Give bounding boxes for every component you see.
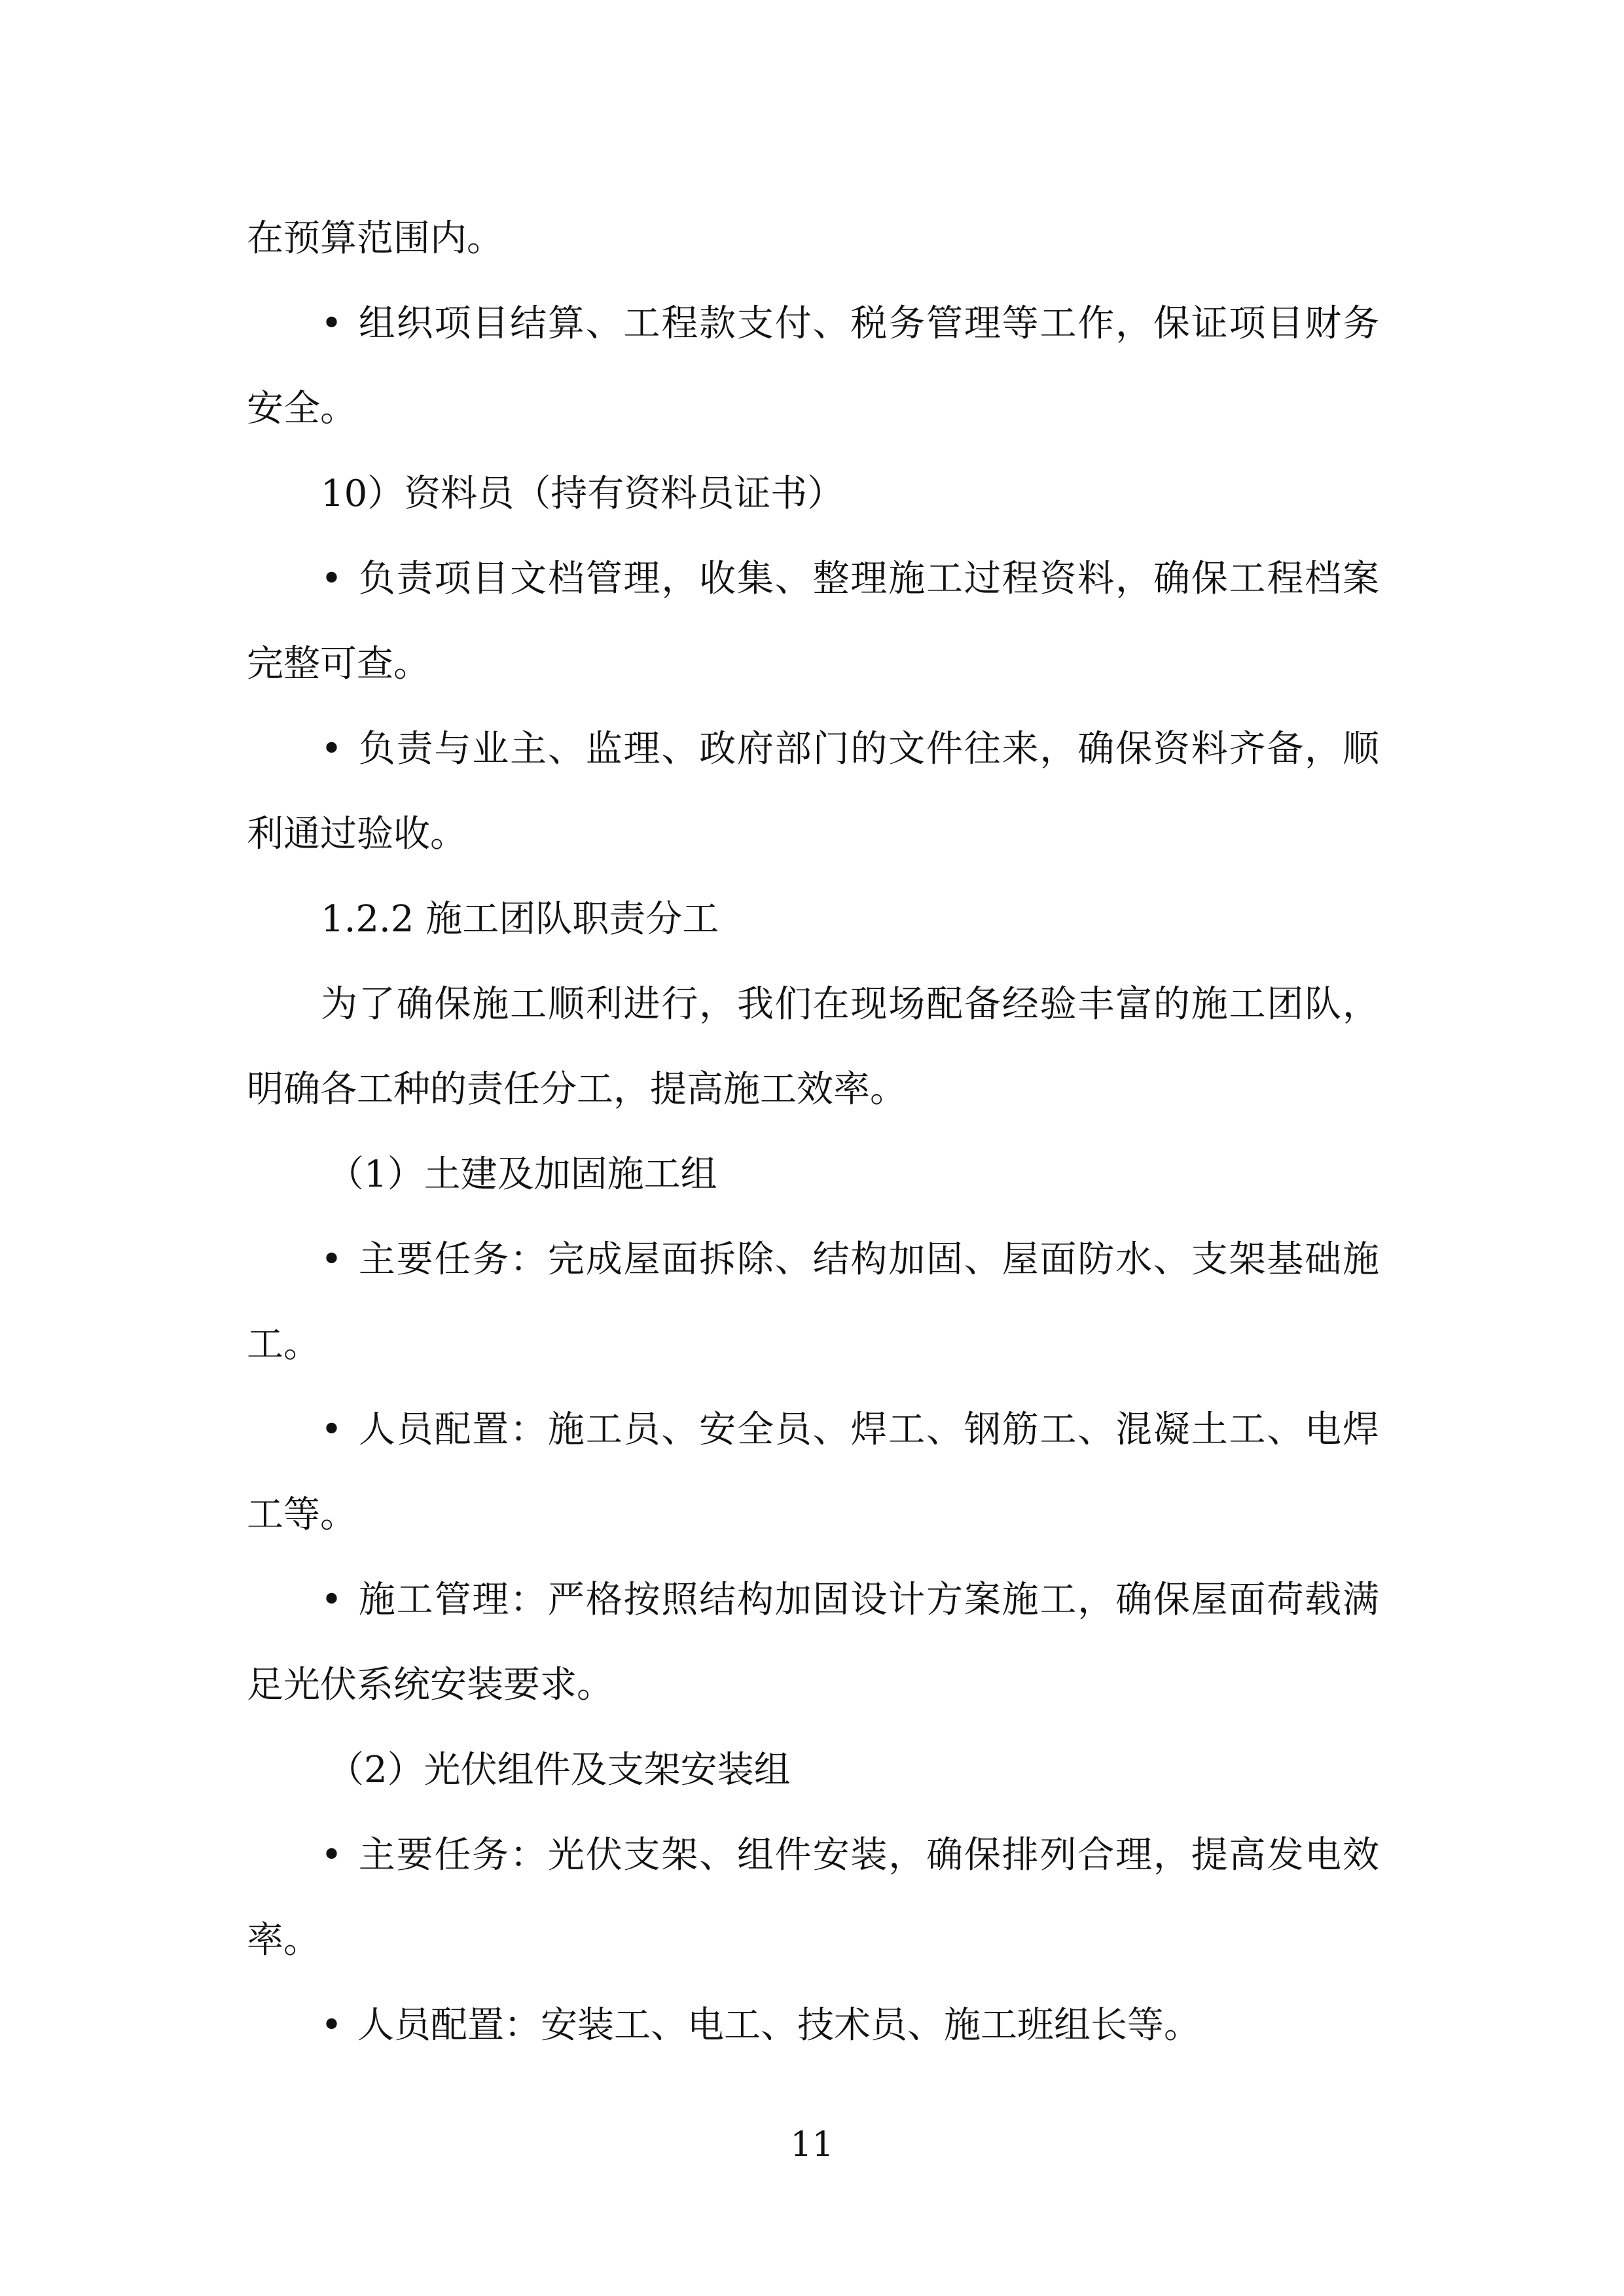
bullet-text: 人员配置：安装工、电工、技术员、施工班组长等。 (357, 2004, 1200, 2047)
bullet-text: 施工管理：严格按照结构加固设计方案施工，确保屋面荷载满 (357, 1579, 1379, 1621)
text-line-etc: 工等。 (247, 1494, 357, 1536)
bullet-icon: • (321, 728, 343, 770)
text-line-requirements: 足光伏系统安装要求。 (247, 1664, 613, 1706)
bullet-item-pv-staffing (321, 2000, 1379, 2052)
bullet-text: 负责项目文档管理，收集、整理施工过程资料，确保工程档案 (357, 558, 1379, 600)
bullet-item-civil-staffing (321, 1404, 1379, 1456)
text-line-efficiency: 明确各工种的责任分工，提高施工效率。 (247, 1068, 907, 1111)
bullet-text: 负责与业主、监理、政府部门的文件往来，确保资料齐备，顺 (357, 728, 1379, 770)
bullet-text: 组织项目结算、工程款支付、税务管理等工作，保证项目财务 (357, 302, 1379, 345)
bullet-text: 主要任务：完成屋面拆除、结构加固、屋面防水、支架基础施 (357, 1238, 1379, 1281)
bullet-icon: • (321, 2004, 343, 2047)
section-heading-team-responsibilities: 1.2.2 施工团队职责分工 (321, 898, 719, 941)
bullet-icon: • (321, 302, 343, 345)
text-line-work: 工。 (247, 1323, 320, 1366)
text-line-rate: 率。 (247, 1919, 320, 1962)
bullet-item-civil-management (321, 1574, 1379, 1626)
text-line-safety: 安全。 (247, 387, 357, 430)
text-line-budget: 在预算范围内。 (247, 217, 503, 260)
bullet-item-civil-tasks (321, 1234, 1379, 1286)
bullet-item-document-management (321, 553, 1379, 605)
text-line-complete: 完整可查。 (247, 643, 430, 685)
bullet-icon: • (321, 558, 343, 600)
bullet-icon: • (321, 1834, 343, 1876)
bullet-item-settlement (321, 298, 1379, 350)
bullet-item-correspondence (321, 723, 1379, 776)
bullet-icon: • (321, 1408, 343, 1451)
bullet-icon: • (321, 1238, 343, 1281)
section-heading-pv-group: （2）光伏组件及支架安装组 (327, 1749, 791, 1791)
bullet-icon: • (321, 1579, 343, 1621)
text-line-acceptance: 利通过验收。 (247, 813, 467, 855)
section-heading-civil-group: （1）土建及加固施工组 (327, 1153, 717, 1196)
page-number: 11 (790, 2125, 834, 2164)
paragraph-intro: 为了确保施工顺利进行，我们在现场配备经验丰富的施工团队， (321, 983, 1379, 1026)
bullet-text: 主要任务：光伏支架、组件安装，确保排列合理，提高发电效 (357, 1834, 1379, 1876)
section-heading-documentation-officer: 10）资料员（持有资料员证书） (321, 473, 844, 515)
bullet-text: 人员配置：施工员、安全员、焊工、钢筋工、混凝土工、电焊 (357, 1408, 1379, 1451)
bullet-item-pv-tasks (321, 1829, 1379, 1882)
